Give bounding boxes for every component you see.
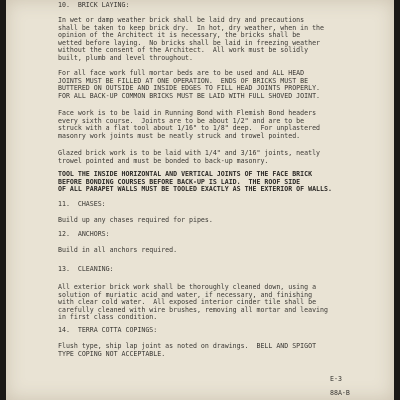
section-13-body: All exterior brick work shall be thoroughly cleaned down, using a solution of muriatic acid and water, if necessary, and finishing with clear cold water. All exposed interior cinder tile shall be carefully cleaned with wire brushes, removing all mortar and leaving in first class condition.	[58, 283, 328, 322]
section-10-paragraph-1: In wet or damp weather brick shall be laid dry and precautions shall be taken to keep brick dry. In hot, dry weather, when in the opinion of the Architect it is necessary, the bricks shall be wetted before laying. No bricks shall be laid in freezing weather without the consent of the Architect. All work must be solidly built, plumb and level throughout.	[58, 16, 324, 62]
section-11-body: Build up any chases required for pipes.	[58, 216, 213, 224]
section-13-heading: 13. CLEANING:	[58, 265, 114, 273]
document-code: 88A-B	[330, 389, 350, 397]
document-page	[6, 0, 394, 400]
section-10-paragraph-2: For all face work full mortar beds are to be used and ALL HEAD JOINTS MUST BE FILLED AT ONE OPERATION. ENDS OF BRICKS MUST BE BUTTERED ON OUTSIDE AND INSIDE EDGES TO FILL HEAD JOINTS PROPERLY. FOR ALL BACK-UP COMMON BRICKS MUST BE LAID WITH FULL SHOVED JOINT.	[58, 69, 321, 100]
section-14-body: Flush type, ship lap joint as noted on drawings. BELL AND SPIGOT TYPE COPING NOT ACCEPTABLE.	[58, 342, 317, 358]
section-14-heading: 14. TERRA COTTA COPINGS:	[58, 326, 158, 334]
page-number: E-3	[330, 375, 342, 383]
section-10-paragraph-3: Face work is to be laid in Running Bond with Flemish Bond headers every sixth course. Joints are to be about 1/2" and are to be struck with a flat tool about 1/16" to 1/8" deep. For unplastered masonry work joints must be neatly struck and trowel pointed.	[58, 109, 321, 140]
section-10-heading: 10. BRICK LAYING:	[58, 1, 130, 9]
section-10-paragraph-5: TOOL THE INSIDE HORIZONTAL AND VERTICAL JOINTS OF THE FACE BRICK BEFORE BONDING COURSES BEFORE BACK-UP IS LAID. THE ROOF SIDE OF ALL PARAPET WALLS MUST BE TOOLED EXACTLY AS THE EXTERIOR OF WALLS.	[58, 170, 332, 194]
section-10-paragraph-4: Glazed brick work is to be laid with 1/4" and 3/16" joints, neatly trowel pointed and must be bonded to back-up masonry.	[58, 149, 321, 165]
section-11-heading: 11. CHASES:	[58, 200, 106, 208]
section-12-heading: 12. ANCHORS:	[58, 230, 110, 238]
section-12-body: Build in all anchors required.	[58, 246, 178, 254]
